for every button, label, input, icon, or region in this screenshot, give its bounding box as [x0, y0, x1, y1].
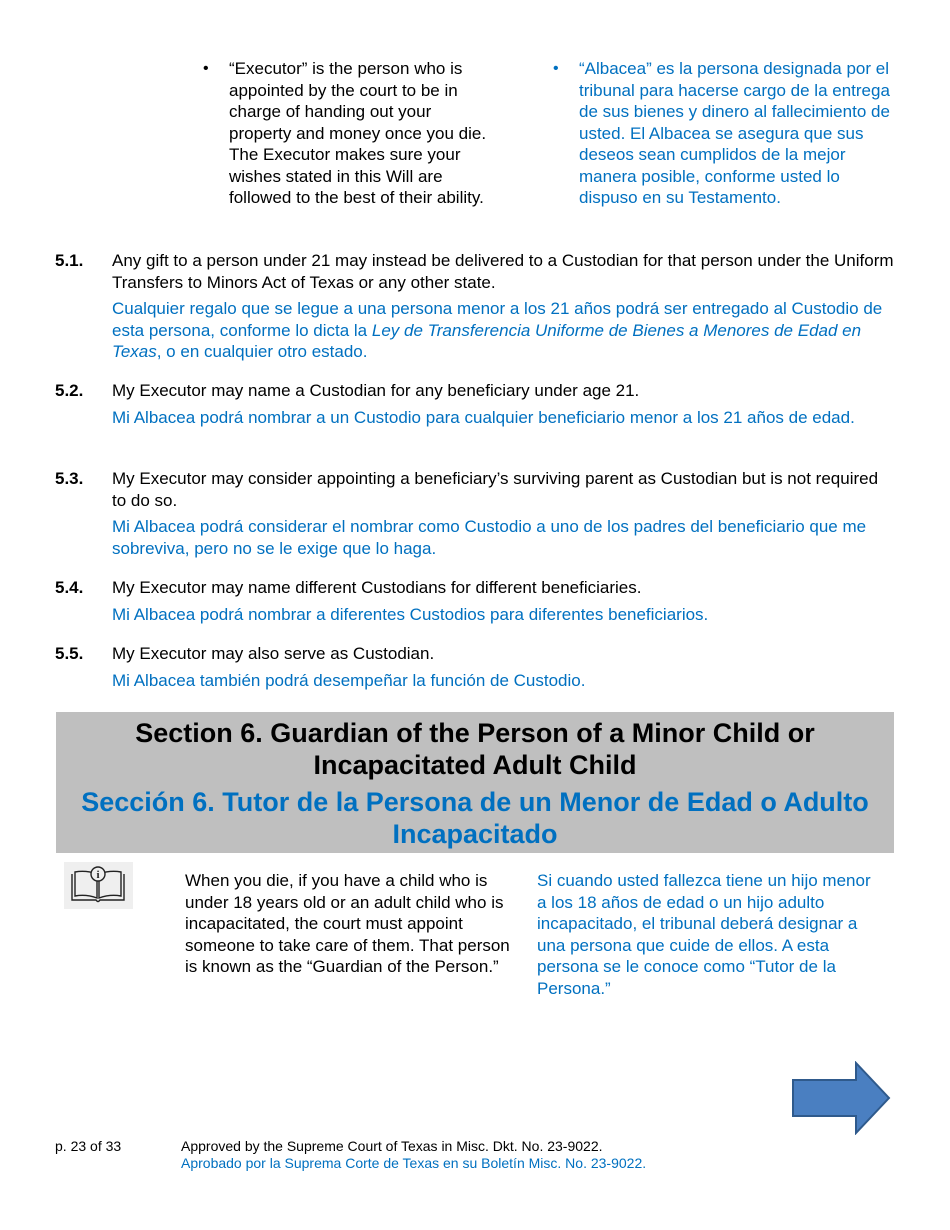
clause-text-en: My Executor may name a Custodian for any beneficiary under age 21. [112, 381, 640, 400]
section-title-en: Section 6. Guardian of the Person of a Minor Child or Incapacitated Adult Child [135, 718, 815, 780]
guardian-info-es: Si cuando usted fallezca tiene un hijo menor a los 18 años de edad o un hijo adulto incapacitado, el tribunal deberá designar a una persona que cuide de ellos. A esta persona se le conoce como “Tutor de la Persona.” [537, 871, 871, 998]
executor-definition-en-text: “Executor” is the person who is appointed by the court to be in charge of handing out your property and money once you die. The Executor makes sure your wishes stated in this Will are followed to the best of their ability. [229, 59, 487, 207]
clause-number: 5.5. [55, 644, 84, 663]
clause-text-es: Mi Albacea podrá nombrar a diferentes Custodios para diferentes beneficiarios. [112, 604, 709, 624]
info-book-icon [64, 862, 133, 909]
clause-5-4 [55, 577, 895, 625]
clause-number: 5.2. [55, 381, 84, 400]
executor-definition-es-text: “Albacea” es la persona designada por el tribunal para hacerse cargo de la entrega de sus bienes y dinero al fallecimiento de usted. El Albacea se asegura que sus deseos sean cumplidos de la mejor manera posible, conforme usted lo dispuso en su Testamento. [579, 59, 890, 207]
clause-text-en: Any gift to a person under 21 may instead be delivered to a Custodian for that person under the Uniform Transfers to Minors Act of Texas or any other state. [112, 251, 894, 292]
executor-definition-es [553, 58, 893, 209]
bullet-icon: • [553, 60, 559, 77]
clause-text-en: My Executor may name different Custodians for different beneficiaries. [112, 578, 642, 597]
clause-number: 5.1. [55, 251, 84, 270]
guardian-info-en: When you die, if you have a child who is under 18 years old or an adult child who is incapacitated, the court must appoint someone to take care of them. That person is known as the “Guardian of the Person.” [185, 871, 510, 976]
clause-text-en: My Executor may also serve as Custodian. [112, 644, 435, 663]
clause-text-es: Mi Albacea podrá nombrar a un Custodio para cualquier beneficiario menor a los 21 años de edad. [112, 407, 855, 427]
approval-footer [181, 1138, 881, 1172]
bullet-icon: • [203, 60, 209, 77]
page-number: p. 23 of 33 [55, 1138, 122, 1154]
approval-text-en: Approved by the Supreme Court of Texas in Misc. Dkt. No. 23-9022. [181, 1138, 603, 1154]
executor-definition-en [203, 58, 493, 209]
section-title-es: Sección 6. Tutor de la Persona de un Menor de Edad o Adulto Incapacitado [81, 787, 869, 849]
clause-5-1 [55, 250, 895, 363]
clause-number: 5.4. [55, 578, 84, 597]
approval-text-es: Aprobado por la Suprema Corte de Texas en su Boletín Misc. No. 23-9022. [181, 1155, 647, 1171]
section-6-header [56, 712, 894, 853]
clause-5-2 [55, 380, 895, 428]
svg-text:i: i [96, 869, 100, 881]
clause-text-en: My Executor may consider appointing a beneficiary’s surviving parent as Custodian but is not required to do so. [112, 469, 879, 510]
next-page-arrow-icon[interactable] [791, 1061, 891, 1135]
clause-number: 5.3. [55, 469, 84, 488]
clause-text-es: Mi Albacea también podrá desempeñar la función de Custodio. [112, 670, 586, 690]
clause-5-5 [55, 643, 895, 691]
clause-text-es: Mi Albacea podrá considerar el nombrar como Custodio a uno de los padres del beneficiario que me sobreviva, pero no se le exige que lo haga. [112, 517, 867, 558]
clause-text-es: Cualquier regalo que se legue a una persona menor a los 21 años podrá ser entregado al Custodio de esta persona, conforme lo dicta la Ley de Transferencia Uniforme de Bienes a Menores de Edad en Texas, o en cualquier otro estado. [112, 299, 883, 361]
clause-5-3 [55, 468, 895, 559]
